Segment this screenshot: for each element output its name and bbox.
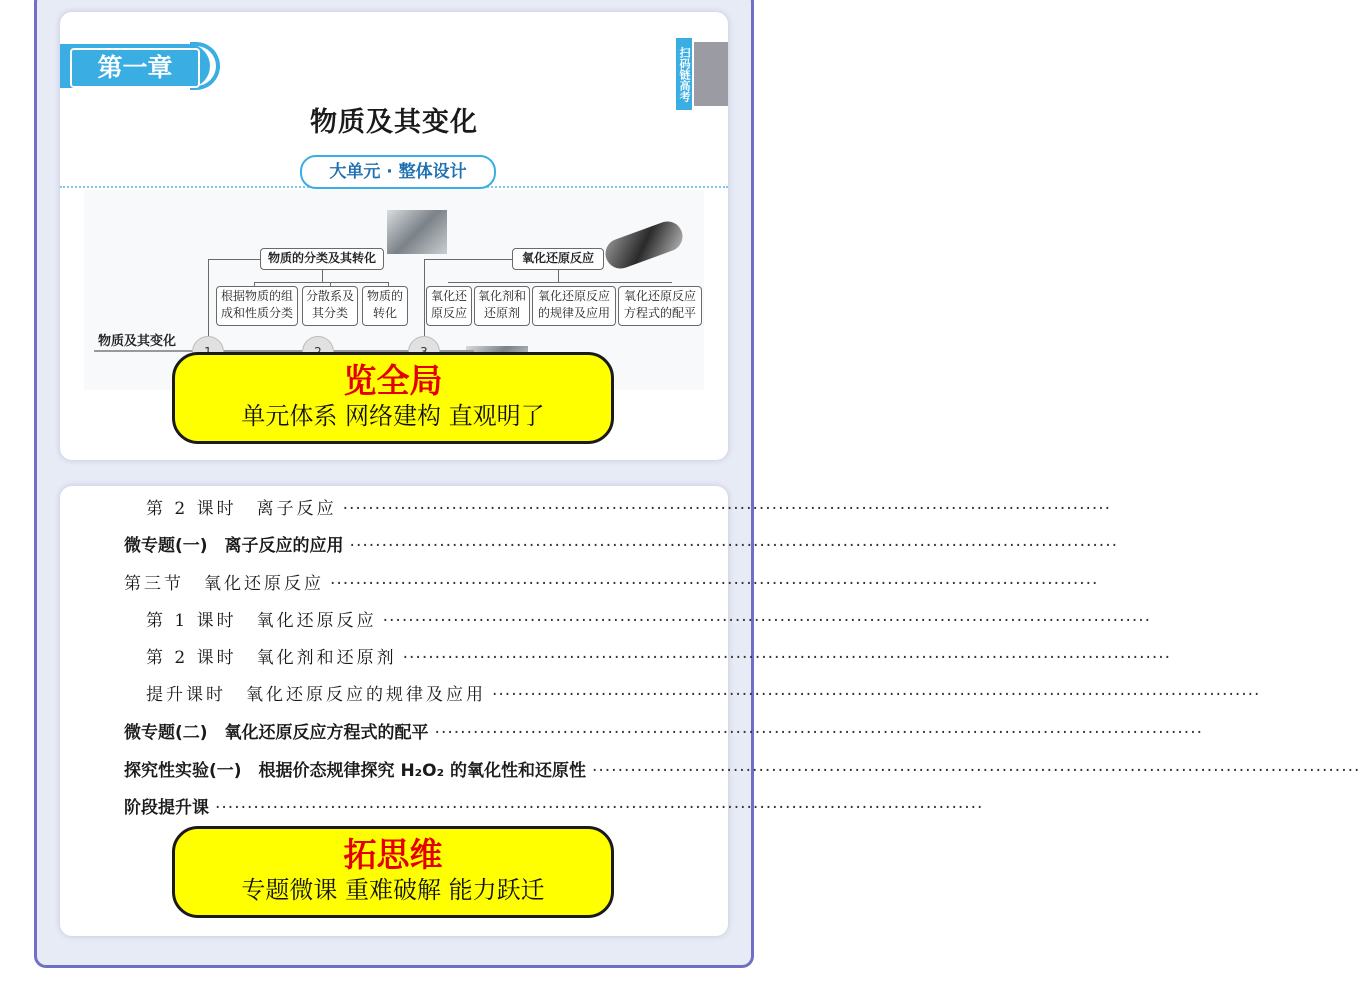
toc-leader-dots: ························································································································: [215, 798, 984, 818]
toc-entry-text: 微专题(二) 氧化还原反应方程式的配平: [124, 723, 435, 743]
toc-row[interactable]: [124, 531, 1119, 561]
branch1-item-2: 分散系及其分类: [302, 286, 358, 326]
toc-row[interactable]: [124, 793, 984, 823]
toc-leader-dots: ························································································································: [591, 761, 1360, 781]
toc-entry-text: 第 1 课时 氧化还原反应: [146, 611, 383, 631]
toc-row[interactable]: [124, 756, 1360, 786]
toc-leader-dots: ························································································································: [382, 611, 1152, 631]
toc-row[interactable]: [124, 680, 1261, 710]
branch3-node: 氧化还原反应: [512, 248, 604, 270]
toc-entry-text: 阶段提升课: [124, 798, 215, 818]
toc-leader-dots: ························································································································: [349, 536, 1119, 556]
overview-callout: [172, 352, 614, 444]
toc-row[interactable]: [124, 718, 1204, 748]
toc-row[interactable]: [124, 494, 1112, 524]
branch3-item-4: 氧化还原反应方程式的配平: [618, 286, 702, 326]
qr-label: 扫码链高考: [676, 38, 692, 110]
callout-title: 览全局: [343, 361, 443, 400]
connector: [208, 259, 209, 341]
toc-row[interactable]: [124, 643, 1172, 673]
toc-leader-dots: ························································································································: [434, 723, 1204, 743]
toc-leader-dots: ························································································································: [330, 574, 1099, 594]
thinking-callout: [172, 826, 614, 918]
chain-photo: [601, 217, 686, 273]
toc-entry-text: 探究性实验(一) 根据价态规律探究 H₂O₂ 的氧化性和还原性: [124, 761, 592, 781]
toc-row[interactable]: [124, 606, 1152, 636]
connector: [558, 270, 559, 282]
branch1-node: 物质的分类及其转化: [260, 248, 384, 270]
chapter-banner: [60, 30, 220, 98]
branch1-item-3: 物质的转化: [362, 286, 408, 326]
connector: [254, 282, 388, 283]
branch3-item-2: 氧化剂和还原剂: [474, 286, 530, 326]
toc-entry-text: 第三节 氧化还原反应: [124, 574, 330, 594]
toc-leader-dots: ························································································································: [402, 648, 1172, 668]
library-photo: [387, 210, 447, 254]
branch1-item-1: 根据物质的组成和性质分类: [216, 286, 298, 326]
callout-text: 单元体系 网络建构 直观明了: [241, 402, 545, 430]
toc-card: [60, 486, 1360, 936]
chapter-label: 第一章: [70, 48, 200, 88]
qr-code-image[interactable]: [694, 42, 728, 106]
toc-leader-dots: ························································································································: [492, 685, 1261, 705]
callout-text: 专题微课 重难破解 能力跃迁: [241, 876, 545, 904]
overview-card: [60, 12, 728, 460]
connector: [448, 282, 672, 283]
toc-entry-text: 第 2 课时 氧化剂和还原剂: [146, 648, 403, 668]
toc-entry-text: 微专题(一) 离子反应的应用: [124, 536, 350, 556]
subtitle-badge: 大单元 · 整体设计: [300, 155, 496, 189]
connector: [424, 259, 425, 341]
branch3-item-3: 氧化还原反应的规律及应用: [532, 286, 616, 326]
toc-entry-text: 第 2 课时 离子反应: [146, 499, 343, 519]
connector: [208, 259, 260, 260]
page-title: 物质及其变化: [310, 107, 478, 138]
toc-row[interactable]: [124, 569, 1099, 599]
root-label: 物质及其变化: [98, 334, 177, 349]
toc-entry-text: 提升课时 氧化还原反应的规律及应用: [146, 685, 492, 705]
connector: [322, 270, 323, 282]
toc-leader-dots: ························································································································: [342, 499, 1112, 519]
callout-title: 拓思维: [343, 835, 443, 874]
branch3-item-1: 氧化还原反应: [426, 286, 472, 326]
connector: [424, 259, 512, 260]
